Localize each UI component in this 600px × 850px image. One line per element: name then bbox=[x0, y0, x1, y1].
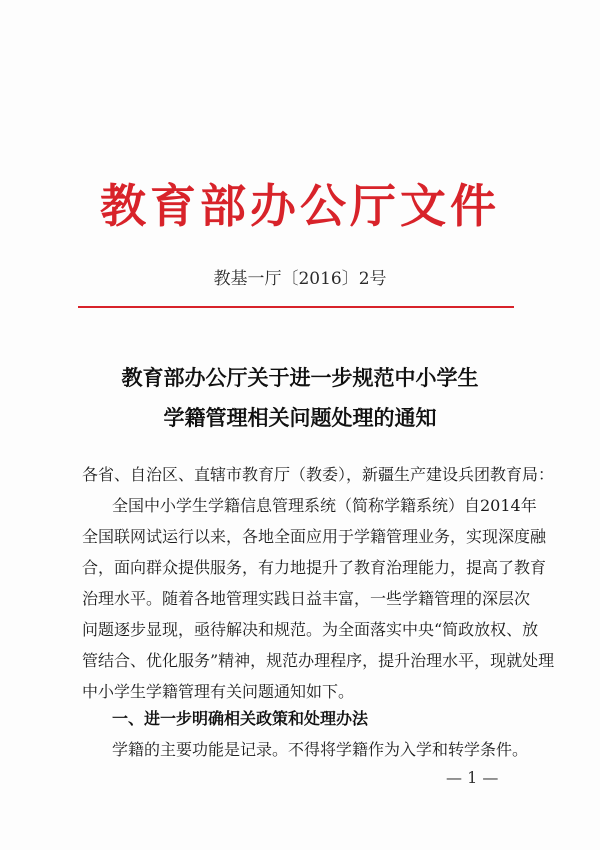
body-line-last: 学籍的主要功能是记录。不得将学籍作为入学和转学条件。 bbox=[112, 740, 529, 759]
body-line: 全国联网试运行以来，各地全面应用于学籍管理业务，实现深度融 bbox=[82, 527, 547, 546]
page-number: — 1 — bbox=[446, 768, 499, 787]
notice-heading-line-1: 教育部办公厅关于进一步规范中小学生 bbox=[121, 366, 479, 390]
body-line: 问题逐步显现，亟待解决和规范。为全面落实中央“简政放权、放 bbox=[82, 620, 539, 639]
section-heading: 一、进一步明确相关政策和处理办法 bbox=[112, 709, 369, 728]
document-number: 教基一厅〔2016〕2号 bbox=[213, 269, 387, 289]
body-line: 中小学生学籍管理有关问题通知如下。 bbox=[82, 682, 355, 701]
body-line: 管结合、优化服务”精神，规范办理程序，提升治理水平，现就处理 bbox=[82, 651, 555, 670]
salutation: 各省、自治区、直辖市教育厅（教委），新疆生产建设兵团教育局： bbox=[82, 465, 555, 484]
body-line: 全国中小学生学籍信息管理系统（简称学籍系统）自2014年 bbox=[112, 496, 537, 515]
document-title: 教育部办公厅文件 bbox=[100, 179, 500, 233]
body-line: 合，面向群众提供服务，有力地提升了教育治理能力，提高了教育 bbox=[82, 558, 547, 577]
red-divider-rule bbox=[78, 306, 514, 308]
notice-heading-line-2: 学籍管理相关问题处理的通知 bbox=[163, 406, 437, 430]
body-line: 治理水平。随着各地管理实践日益丰富，一些学籍管理的深层次 bbox=[82, 589, 531, 608]
